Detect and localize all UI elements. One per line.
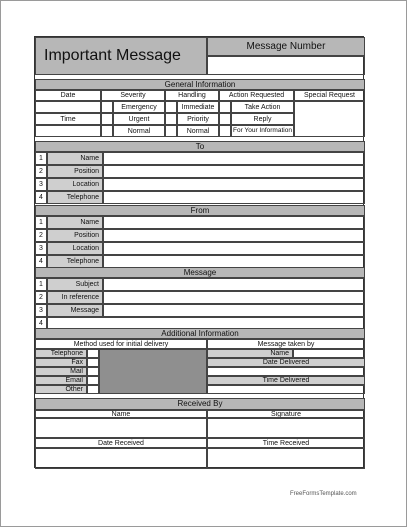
to-location-field[interactable]: [103, 178, 365, 191]
message-field[interactable]: [103, 304, 365, 317]
immediate-label: Immediate: [177, 101, 219, 113]
message-row-number: 3: [35, 304, 47, 317]
signature-label: Signature: [207, 410, 365, 418]
time-label: Time: [35, 113, 101, 125]
mail-method-checkbox[interactable]: [87, 367, 99, 376]
date-label: Date: [35, 90, 101, 101]
mail-method-label: Mail: [35, 367, 87, 376]
to-position-field[interactable]: [103, 165, 365, 178]
take-action-label: Take Action: [231, 101, 294, 113]
from-row-number: 2: [35, 229, 47, 242]
time-delivered-label: Time Delivered: [207, 376, 365, 385]
date-received-label: Date Received: [35, 438, 207, 448]
general-info-header: General Information: [35, 79, 365, 90]
received-name-field[interactable]: [35, 418, 207, 438]
telephone-method-label: Telephone: [35, 349, 87, 358]
from-telephone-label: Telephone: [47, 255, 103, 268]
time-field[interactable]: [35, 125, 101, 137]
to-telephone-label: Telephone: [47, 191, 103, 204]
signature-field[interactable]: [207, 418, 365, 438]
delivery-notes-field[interactable]: [99, 349, 207, 394]
message-number-label: Message Number: [207, 37, 365, 56]
email-method-checkbox[interactable]: [87, 376, 99, 385]
urgent-label: Urgent: [113, 113, 165, 125]
date-received-field[interactable]: [35, 448, 207, 469]
to-row-number: 4: [35, 191, 47, 204]
to-row-number: 2: [35, 165, 47, 178]
other-method-checkbox[interactable]: [87, 385, 99, 394]
date-field[interactable]: [35, 101, 101, 113]
in-reference-field[interactable]: [103, 291, 365, 304]
page-title: Important Message: [35, 37, 207, 75]
message-header: Message: [35, 267, 365, 278]
action-requested-label: Action Requested: [219, 90, 294, 101]
time-delivered-field[interactable]: [207, 385, 365, 394]
additional-info-header: Additional Information: [35, 328, 365, 339]
subject-field[interactable]: [103, 278, 365, 291]
to-row-number: 3: [35, 178, 47, 191]
method-header: Method used for initial delivery: [35, 339, 207, 349]
severity-label: Severity: [101, 90, 165, 101]
reply-checkbox[interactable]: [219, 113, 231, 125]
taken-by-header: Message taken by: [207, 339, 365, 349]
message-number-field[interactable]: [207, 56, 365, 75]
immediate-checkbox[interactable]: [165, 101, 177, 113]
taken-by-name-field[interactable]: [293, 349, 365, 358]
to-name-label: Name: [47, 152, 103, 165]
take-action-checkbox[interactable]: [219, 101, 231, 113]
in-reference-label: In reference: [47, 291, 103, 304]
urgent-checkbox[interactable]: [101, 113, 113, 125]
message-row-number: 1: [35, 278, 47, 291]
to-row-number: 1: [35, 152, 47, 165]
emergency-label: Emergency: [113, 101, 165, 113]
date-delivered-field[interactable]: [207, 367, 365, 376]
fyi-checkbox[interactable]: [219, 125, 231, 137]
normal-handling-checkbox[interactable]: [165, 125, 177, 137]
to-position-label: Position: [47, 165, 103, 178]
from-position-field[interactable]: [103, 229, 365, 242]
message-row-number: 2: [35, 291, 47, 304]
time-received-label: Time Received: [207, 438, 365, 448]
footer-watermark: FreeFormsTemplate.com: [290, 491, 357, 497]
from-row-number: 3: [35, 242, 47, 255]
message-form: [34, 36, 364, 468]
fax-method-label: Fax: [35, 358, 87, 367]
from-location-field[interactable]: [103, 242, 365, 255]
date-delivered-label: Date Delivered: [207, 358, 365, 367]
special-request-label: Special Request: [294, 90, 365, 101]
from-name-field[interactable]: [103, 216, 365, 229]
subject-label: Subject: [47, 278, 103, 291]
from-header: From: [35, 205, 365, 216]
priority-label: Priority: [177, 113, 219, 125]
to-header: To: [35, 141, 365, 152]
fax-method-checkbox[interactable]: [87, 358, 99, 367]
from-name-label: Name: [47, 216, 103, 229]
normal-severity-label: Normal: [113, 125, 165, 137]
emergency-checkbox[interactable]: [101, 101, 113, 113]
handling-label: Handling: [165, 90, 219, 101]
time-received-field[interactable]: [207, 448, 365, 469]
from-position-label: Position: [47, 229, 103, 242]
other-method-label: Other: [35, 385, 87, 394]
to-location-label: Location: [47, 178, 103, 191]
special-request-field[interactable]: [294, 101, 365, 137]
from-row-number: 4: [35, 255, 47, 268]
telephone-method-checkbox[interactable]: [87, 349, 99, 358]
received-by-header: Received By: [35, 398, 365, 410]
message-row-number: 4: [35, 317, 47, 330]
message-label: Message: [47, 304, 103, 317]
normal-handling-label: Normal: [177, 125, 219, 137]
from-row-number: 1: [35, 216, 47, 229]
to-name-field[interactable]: [103, 152, 365, 165]
received-name-label: Name: [35, 410, 207, 418]
fyi-label: For Your Information: [231, 125, 294, 137]
reply-label: Reply: [231, 113, 294, 125]
normal-severity-checkbox[interactable]: [101, 125, 113, 137]
priority-checkbox[interactable]: [165, 113, 177, 125]
from-location-label: Location: [47, 242, 103, 255]
to-telephone-field[interactable]: [103, 191, 365, 204]
taken-by-name-label: Name: [207, 349, 293, 358]
email-method-label: Email: [35, 376, 87, 385]
